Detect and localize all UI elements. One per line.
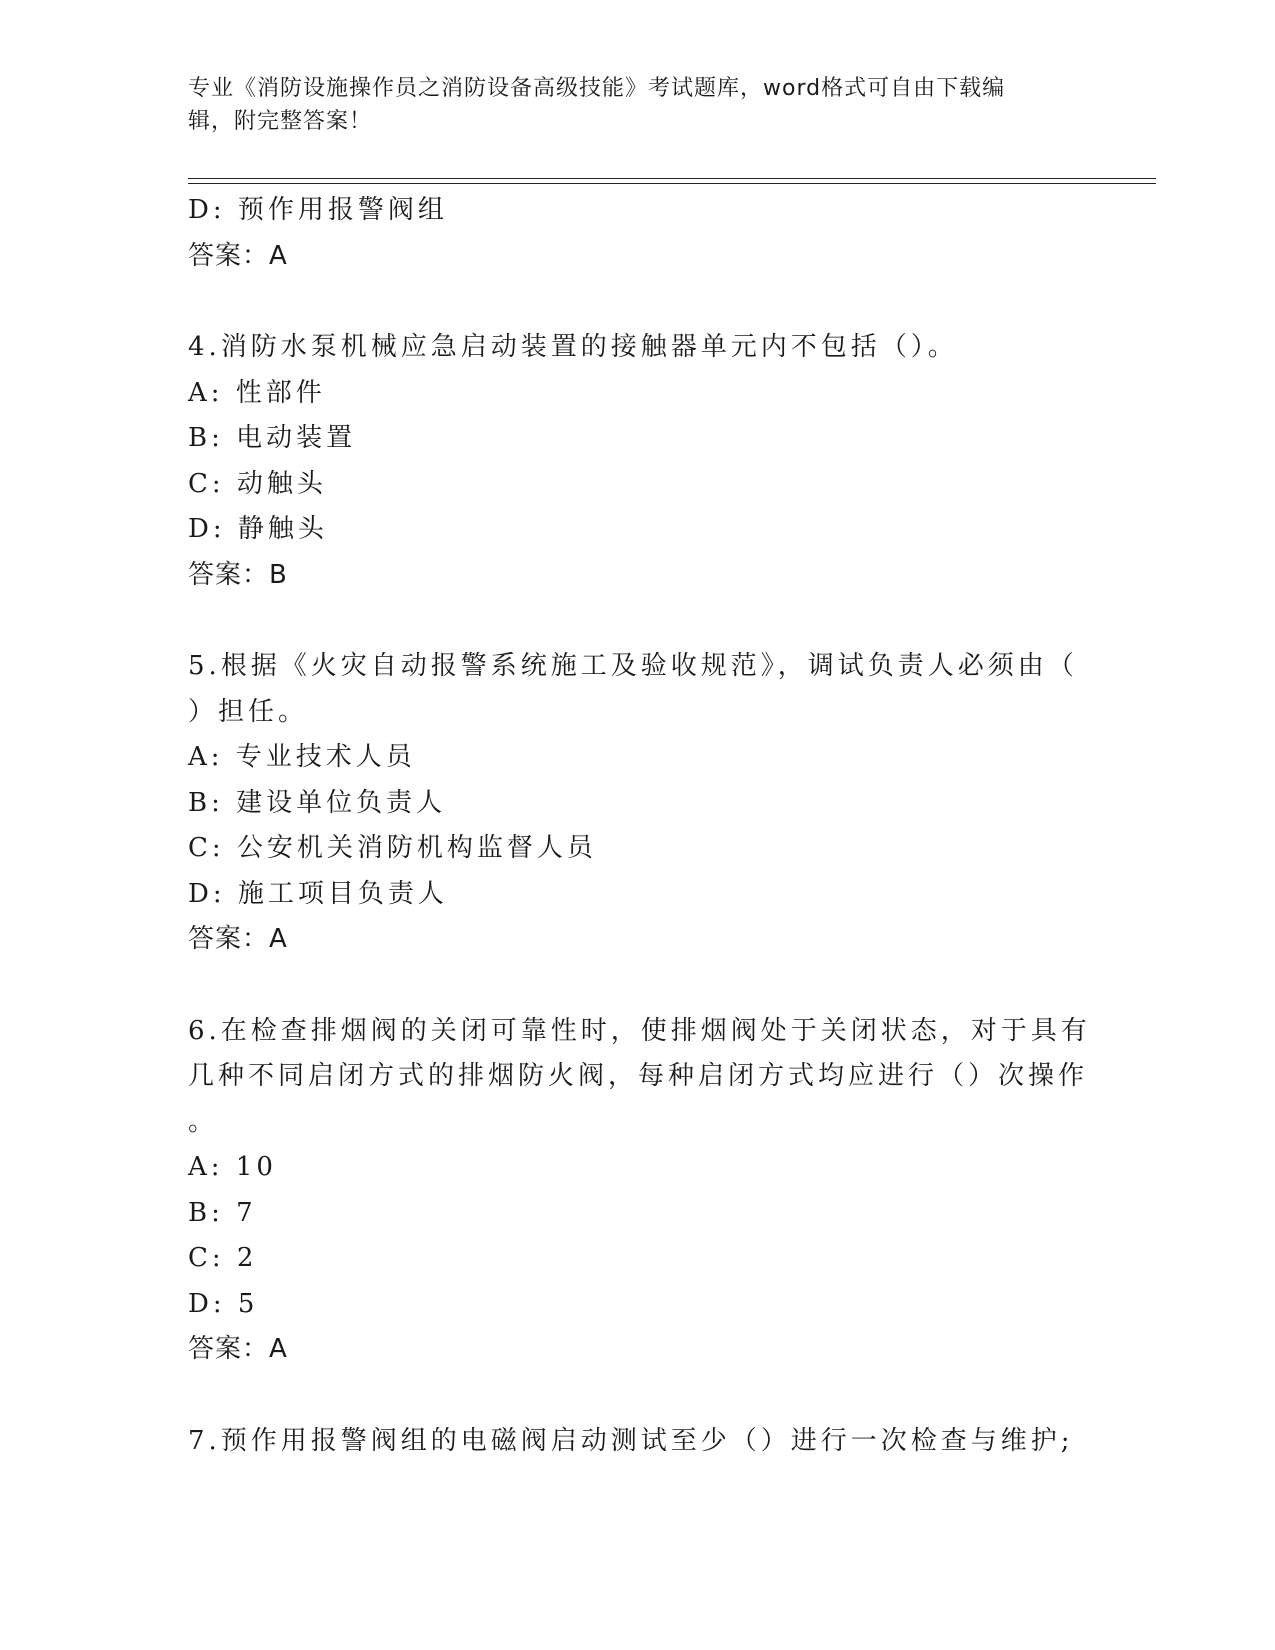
spacer: [188, 1373, 1088, 1419]
option-d: D: 施工项目负责人: [188, 878, 448, 909]
question-6: [188, 1009, 1091, 1373]
spacer: [188, 598, 1088, 644]
answer: 答案：A: [188, 1334, 288, 1364]
option-d: D: 预作用报警阀组: [188, 195, 448, 225]
question-5: [188, 644, 1088, 963]
answer: 答案：A: [188, 924, 288, 954]
question-stem-line-1: 5.根据《火灾自动报警系统施工及验收规范》，调试负责人必须由（: [188, 651, 1078, 681]
question-7: [188, 1419, 1088, 1465]
question-4: [188, 325, 1088, 598]
option-b: B: 电动装置: [188, 423, 357, 453]
header-line-2: 辑，附完整答案！: [188, 109, 373, 134]
question-stem-line-2: 几种不同启闭方式的排烟防火阀，每种启闭方式均应进行（）次操作: [188, 1061, 1089, 1091]
option-c: C: 动触头: [188, 468, 327, 499]
previous-question-tail: [188, 188, 1088, 279]
header-line-1: 专业《消防设施操作员之消防设备高级技能》考试题库，word格式可自由下载编: [188, 76, 1006, 101]
question-list: [188, 188, 1091, 1464]
header-divider-bottom: [188, 183, 1156, 184]
question-stem: 7.预作用报警阀组的电磁阀启动测试至少（）进行一次检查与维护;: [188, 1425, 1074, 1456]
option-a: A: 10: [188, 1152, 277, 1182]
option-c: C: 公安机关消防机构监督人员: [188, 833, 597, 863]
option-a: A: 性部件: [188, 377, 326, 408]
header-divider-top: [188, 178, 1156, 179]
option-b: B: 7: [188, 1197, 257, 1228]
answer: 答案：A: [188, 240, 288, 271]
option-d: D: 5: [188, 1288, 259, 1319]
spacer: [188, 279, 1088, 325]
spacer: [188, 963, 1088, 1009]
answer: 答案：B: [188, 559, 288, 590]
question-stem-line-1: 6.在检查排烟阀的关闭可靠性时，使排烟阀处于关闭状态，对于具有: [188, 1015, 1091, 1046]
question-stem-line-2: ）担任。: [188, 696, 309, 727]
document-header: [188, 72, 1088, 138]
option-c: C: 2: [188, 1243, 258, 1273]
option-a: A: 专业技术人员: [188, 742, 416, 772]
question-stem-line-3: 。: [188, 1106, 219, 1137]
option-d: D: 静触头: [188, 514, 328, 544]
option-b: B: 建设单位负责人: [188, 787, 447, 818]
question-stem: 4.消防水泵机械应急启动装置的接触器单元内不包括（）。: [188, 332, 958, 362]
